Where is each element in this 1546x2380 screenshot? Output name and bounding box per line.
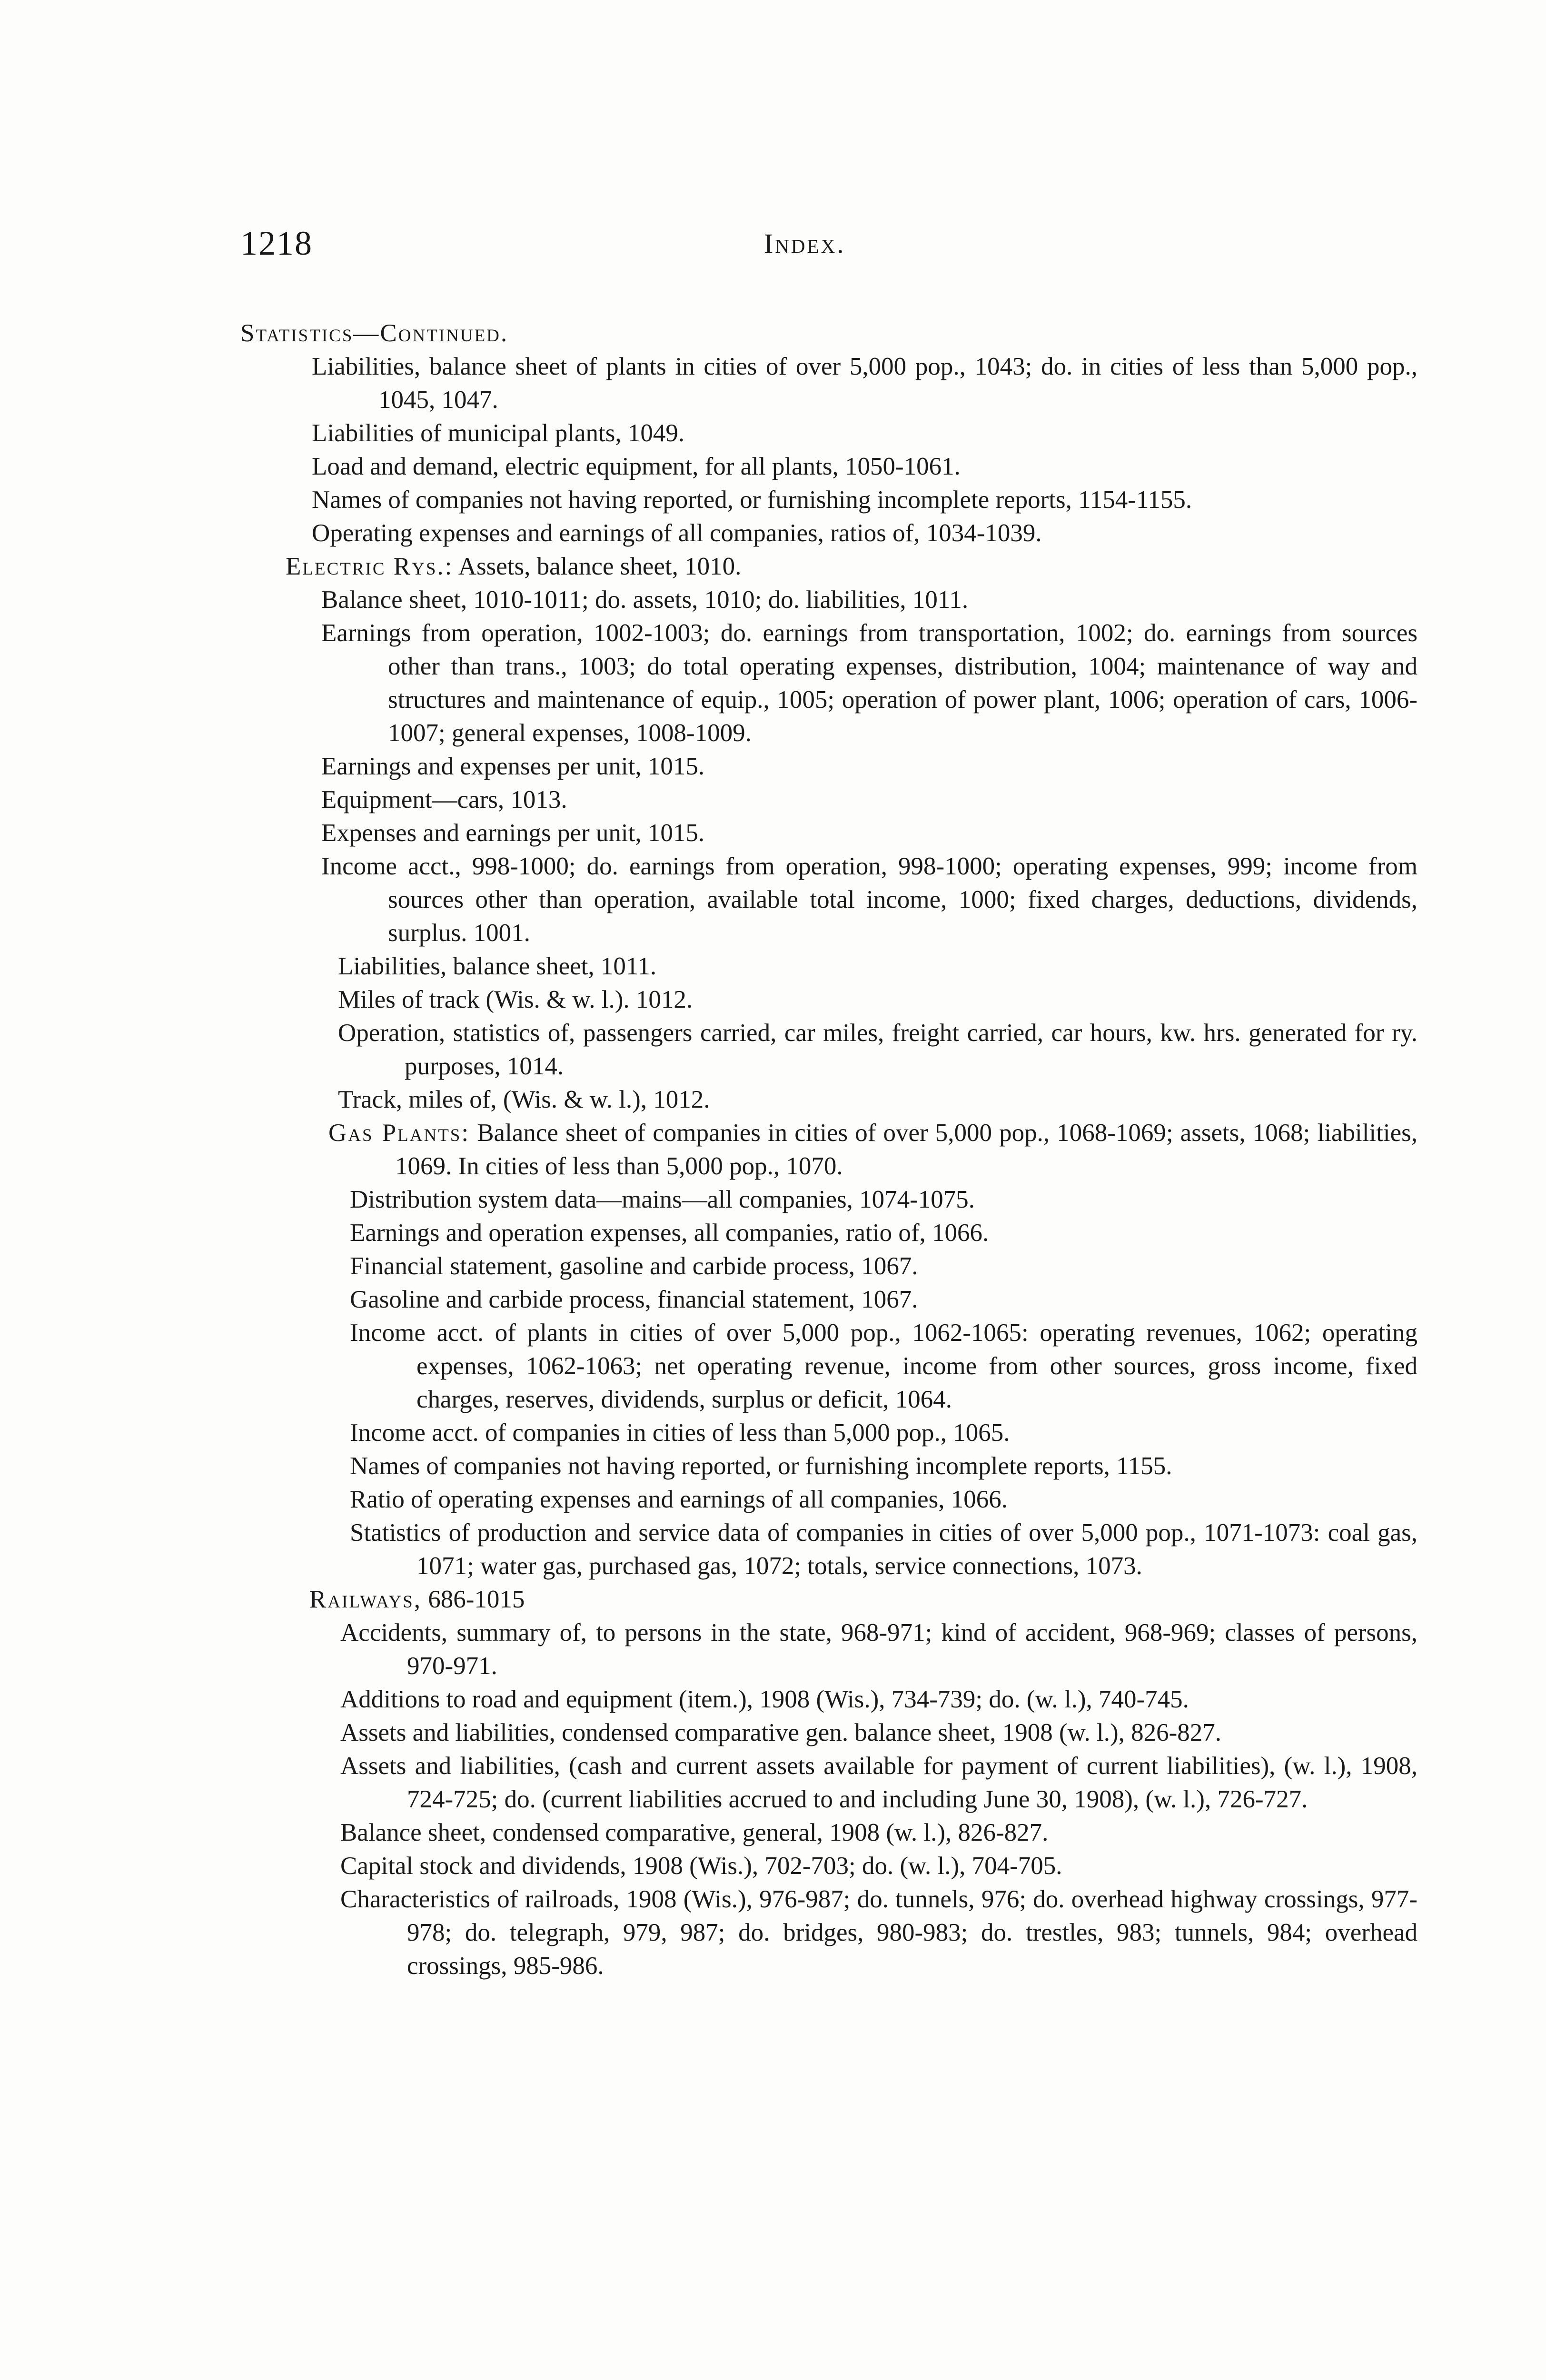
index-entry: Earnings and expenses per unit, 1015. bbox=[321, 753, 705, 780]
running-head: Index. bbox=[764, 228, 846, 259]
index-entry: Earnings from operation, 1002-1003; do. earnings from transportation, 1002; do. earnings from sources other than trans., 1003; do total operating expenses, distribution, 1004; maintenance of way and structures and maintenance of equip., 1005; operation of power plant, 1006; operation of cars, 1006-1007; general expenses, 1008-1009. bbox=[321, 619, 1417, 747]
subheading-electric-rys: Electric Rys.: bbox=[286, 553, 454, 580]
index-entry: Balance sheet, condensed comparative, general, 1908 (w. l.), 826-827. bbox=[340, 1819, 1049, 1846]
index-entry: Balance sheet, 1010-1011; do. assets, 1010; do. liabilities, 1011. bbox=[321, 586, 969, 614]
index-entry: Load and demand, electric equipment, for all plants, 1050-1061. bbox=[312, 453, 961, 480]
subheading-gas-plants: Gas Plants: bbox=[328, 1119, 470, 1147]
index-entry: Names of companies not having reported, or furnishing incomplete reports, 1155. bbox=[350, 1452, 1172, 1480]
subheading-railways: Railways, bbox=[309, 1586, 422, 1613]
index-entry: Assets and liabilities, condensed comparative gen. balance sheet, 1908 (w. l.), 826-827. bbox=[340, 1719, 1222, 1746]
index-entry: Statistics of production and service data of companies in cities of over 5,000 pop., 1071-1073: coal gas, 1071; water gas, purchased gas, 1072; totals, service connections, 1073. bbox=[350, 1519, 1417, 1580]
index-entry: Track, miles of, (Wis. & w. l.), 1012. bbox=[338, 1086, 710, 1113]
index-entry: Accidents, summary of, to persons in the state, 968-971; kind of accident, 968-969; classes of persons, 970-971. bbox=[340, 1619, 1417, 1680]
index-entry: Gasoline and carbide process, financial statement, 1067. bbox=[350, 1286, 918, 1313]
index-entry: Income acct. of companies in cities of less than 5,000 pop., 1065. bbox=[350, 1419, 1010, 1447]
index-entry: Capital stock and dividends, 1908 (Wis.), 702-703; do. (w. l.), 704-705. bbox=[340, 1852, 1062, 1880]
index-entry-railways: Railways, 686-1015 bbox=[309, 1586, 525, 1613]
index-entry: Equipment—cars, 1013. bbox=[321, 786, 567, 813]
index-entry: Liabilities of municipal plants, 1049. bbox=[312, 419, 685, 447]
index-entry: Financial statement, gasoline and carbide process, 1067. bbox=[350, 1252, 918, 1280]
index-entry: Liabilities, balance sheet, 1011. bbox=[338, 952, 657, 980]
index-entry: Miles of track (Wis. & w. l.). 1012. bbox=[338, 986, 693, 1013]
index-body bbox=[240, 317, 1417, 1983]
page-header bbox=[240, 224, 1422, 276]
index-entry: Expenses and earnings per unit, 1015. bbox=[321, 819, 705, 847]
index-entry-gas-plants: Gas Plants: Balance sheet of companies in cities of over 5,000 pop., 1068-1069; assets, 1068; liabilities, 1069. In cities of less than 5,000 pop., 1070. bbox=[328, 1119, 1417, 1180]
index-entry: Earnings and operation expenses, all companies, ratio of, 1066. bbox=[350, 1219, 989, 1247]
index-entry: Additions to road and equipment (item.), 1908 (Wis.), 734-739; do. (w. l.), 740-745. bbox=[340, 1686, 1189, 1713]
index-entry: Assets and liabilities, (cash and current assets available for payment of current liabilities), (w. l.), 1908, 724-725; do. (current liabilities accrued to and including June 30, 1908), (w. l.), 726-727. bbox=[340, 1752, 1417, 1813]
index-entry-electric-rys: Electric Rys.: Assets, balance sheet, 1010. bbox=[286, 553, 742, 580]
index-entry: Characteristics of railroads, 1908 (Wis.), 976-987; do. tunnels, 976; do. overhead highway crossings, 977-978; do. telegraph, 979, 987; do. bridges, 980-983; do. trestles, 983; tunnels, 984; overhead crossings, 985-986. bbox=[340, 1885, 1417, 1980]
index-entry: Names of companies not having reported, or furnishing incomplete reports, 1154-1155. bbox=[312, 486, 1192, 514]
index-entry: Income acct., 998-1000; do. earnings from operation, 998-1000; operating expenses, 999; income from sources other than operation, available total income, 1000; fixed charges, deductions, dividends, surplus. 1001. bbox=[321, 853, 1417, 947]
page-number: 1218 bbox=[240, 224, 313, 262]
index-entry: Ratio of operating expenses and earnings of all companies, 1066. bbox=[350, 1486, 1008, 1513]
index-entry: Income acct. of plants in cities of over 5,000 pop., 1062-1065: operating revenues, 1062; operating expenses, 1062-1063; net operating revenue, income from other sources, gross income, fixed charges, reserves, dividends, surplus or deficit, 1064. bbox=[350, 1319, 1417, 1413]
index-entry: Liabilities, balance sheet of plants in cities of over 5,000 pop., 1043; do. in cities of less than 5,000 pop., 1045, 1047. bbox=[312, 353, 1417, 414]
section-heading-statistics: Statistics—Continued. bbox=[240, 319, 509, 347]
index-entry: Distribution system data—mains—all companies, 1074-1075. bbox=[350, 1186, 975, 1213]
index-entry: Operating expenses and earnings of all companies, ratios of, 1034-1039. bbox=[312, 519, 1042, 547]
index-entry: Operation, statistics of, passengers carried, car miles, freight carried, car hours, kw. hrs. generated for ry. purposes, 1014. bbox=[338, 1019, 1417, 1080]
